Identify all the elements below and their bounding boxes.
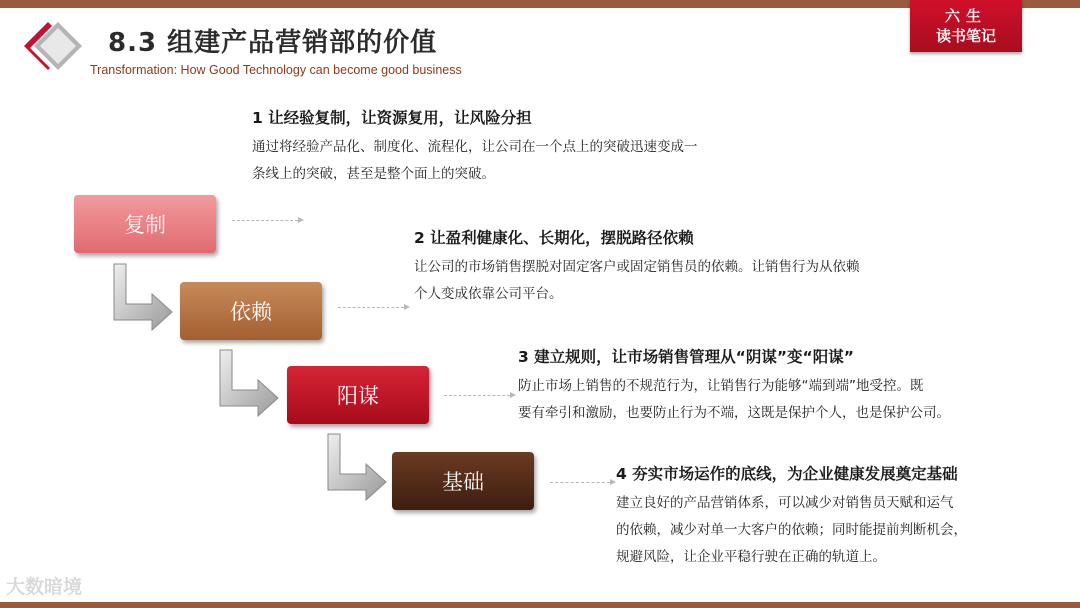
point-text: 建立良好的产品营销体系，可以减少对销售员天赋和运气: [616, 495, 954, 511]
connector-arrow: [338, 307, 404, 308]
point-text: 条线上的突破，甚至是整个面上的突破。: [252, 166, 495, 182]
point-heading: 2 让盈利健康化、长期化，摆脱路径依赖: [414, 229, 694, 247]
bottom-border: [0, 602, 1080, 608]
bent-arrow-icon: [322, 432, 392, 502]
connector-arrow: [550, 482, 610, 483]
connector-arrow: [444, 395, 510, 396]
page-title: 8.3 组建产品营销部的价值: [108, 28, 438, 58]
point-block-2: [414, 226, 974, 308]
brand-badge: [910, 0, 1022, 52]
point-block-4: [616, 462, 1056, 571]
point-block-1: [252, 106, 812, 188]
point-text: 防止市场上销售的不规范行为，让销售行为能够“端到端”地受控。既: [518, 378, 924, 394]
step-open-strategy: [287, 366, 429, 424]
point-text: 规避风险，让企业平稳行驶在正确的轨道上。: [616, 549, 886, 565]
point-block-3: [518, 345, 1038, 427]
step-dependence: [180, 282, 322, 340]
point-heading: 3 建立规则，让市场销售管理从“阴谋”变“阳谋”: [518, 348, 854, 366]
step-label: 复制: [124, 213, 166, 237]
point-text: 个人变成依靠公司平台。: [414, 286, 563, 302]
step-label: 基础: [442, 470, 484, 494]
point-text: 让公司的市场销售摆脱对固定客户或固定销售员的依赖。让销售行为从依赖: [414, 259, 860, 275]
step-copy: [74, 195, 216, 253]
point-text: 通过将经验产品化、制度化、流程化，让公司在一个点上的突破迅速变成一: [252, 139, 698, 155]
point-heading: 4 夯实市场运作的底线，为企业健康发展奠定基础: [616, 465, 958, 483]
page-subtitle: Transformation: How Good Technology can become good business: [90, 63, 462, 77]
connector-arrow: [232, 220, 298, 221]
badge-line2: 读书笔记: [935, 27, 996, 45]
bent-arrow-icon: [214, 348, 284, 418]
step-label: 依赖: [230, 300, 272, 324]
point-text: 的依赖，减少对单一大客户的依赖；同时能提前判断机会，: [616, 522, 967, 538]
point-heading: 1 让经验复制，让资源复用，让风险分担: [252, 109, 532, 127]
bent-arrow-icon: [108, 262, 178, 332]
diamond-logo-icon: [22, 18, 84, 76]
watermark: 大数暗境: [6, 576, 83, 598]
point-text: 要有牵引和激励，也要防止行为不端，这既是保护个人，也是保护公司。: [518, 405, 950, 421]
step-foundation: [392, 452, 534, 510]
step-label: 阳谋: [337, 384, 379, 408]
badge-line1: 六生: [944, 7, 987, 25]
